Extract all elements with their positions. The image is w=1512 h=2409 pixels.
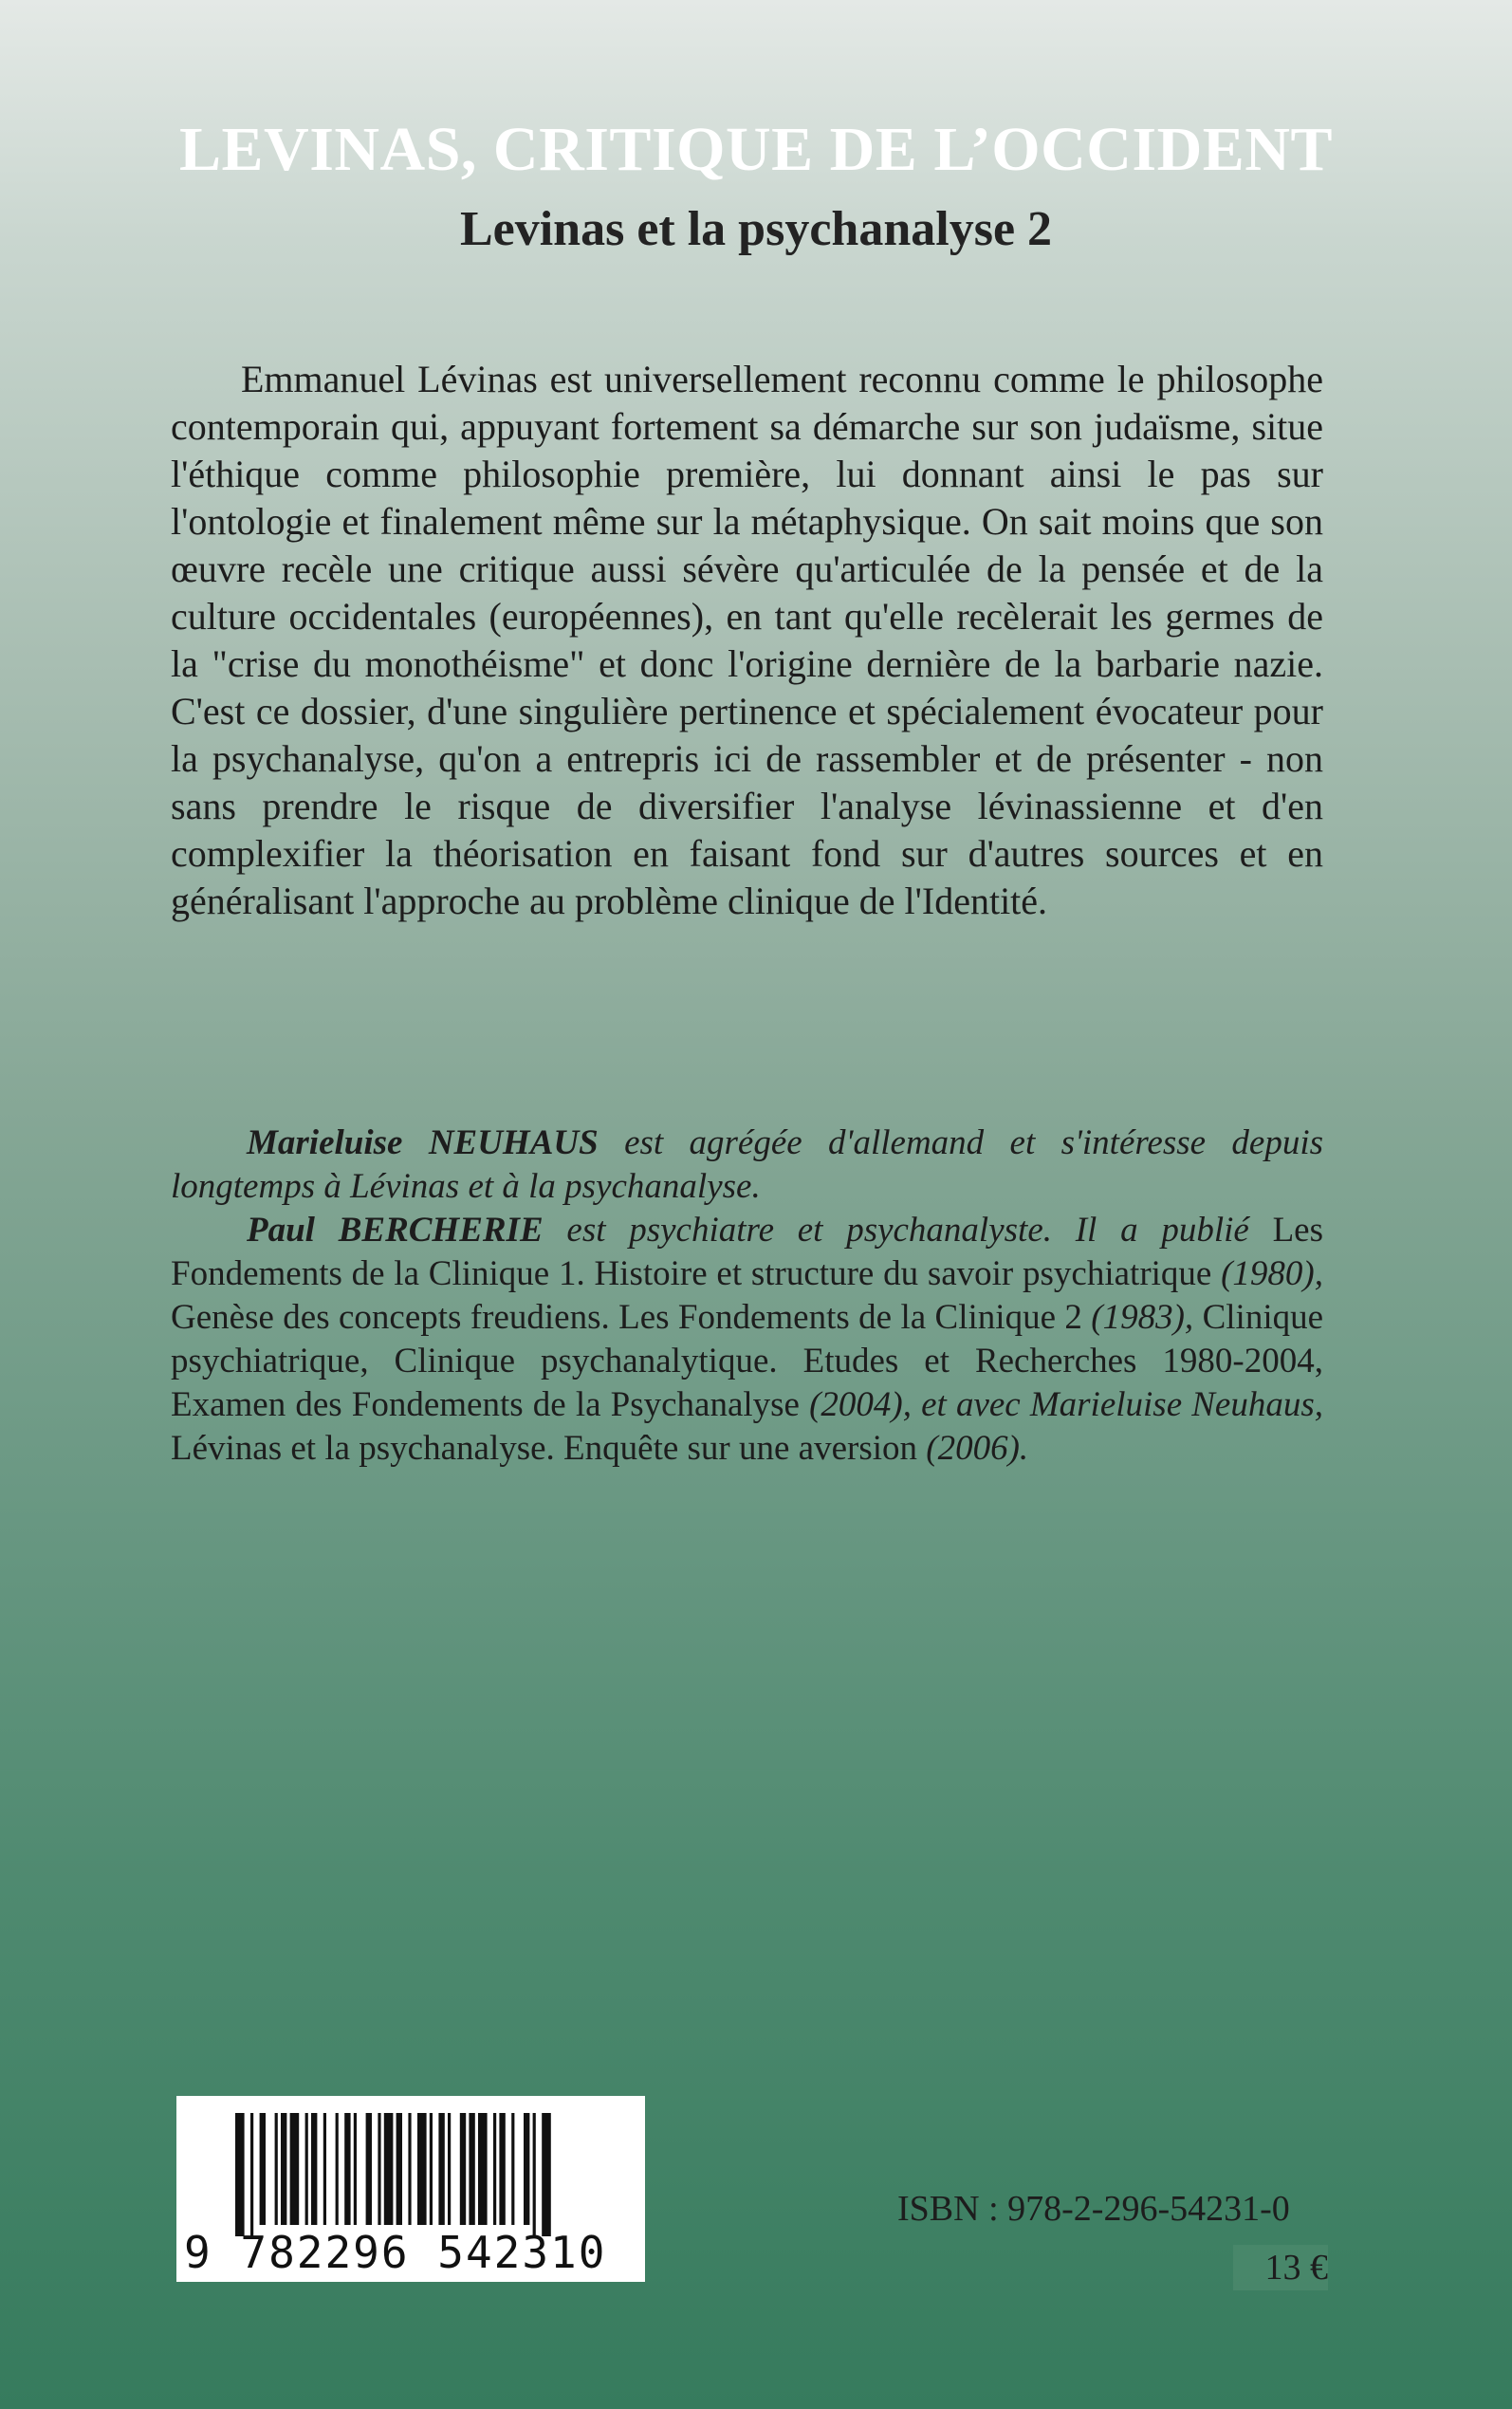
book-reference: Les Fondements de la Clinique 1. Histoire et structure du savoir psychiatrique [171,1211,1324,1293]
book-year: (2004), et avec Marieluise Neuhaus, [809,1385,1323,1424]
isbn: ISBN : 978-2-296-54231-0 [897,2189,1290,2229]
author-bio: est psychiatre et psychanalyste. Il a publié [566,1211,1249,1250]
book-title: LEVINAS, CRITIQUE DE L’OCCIDENT [178,115,1333,184]
book-reference: Lévinas et la psychanalyse. Enquête sur une aversion [171,1429,918,1468]
book-description: Emmanuel Lévinas est universellement reconnu comme le philosophe contemporain qui, appuyant fortement sa démarche sur son judaïsme, situe l'éthique comme philosophie première, lui donnant ainsi le pas sur l'ontologie et finalement même sur la métaphysique. On sait moins que son œuvre recèle une critique aussi sévère qu'articulée de la pensée et de la culture occidentales (européennes), en tant qu'elle recèlerait les germes de la "crise du monothéisme" et donc l'origine dernière de la barbarie nazie. C'est ce dossier, d'une singulière pertinence et spécialement évocateur pour la psychanalyse, qu'on a entrepris ici de rassembler et de présenter - non sans prendre le risque de diversifier l'analyse lévinassienne et d'en complexifier la théorisation en faisant fond sur d'autres sources et en généralisant l'approche au problème clinique de l'Identité. [171,358,1323,922]
barcode-digits: 9 782296 542310 [184,2227,607,2278]
author-notes [171,1121,1323,1471]
book-year: (1983), [1091,1298,1194,1337]
price: 13 € [1233,2245,1328,2290]
author-bio: est agrégée d'allemand et s'intéresse depuis longtemps à Lévinas et à la psychanalyse. [171,1123,1323,1206]
author-note-bercherie [171,1209,1323,1471]
book-year: (1980), [1221,1254,1324,1293]
book-year: (2006). [926,1429,1029,1468]
author-name: Marieluise NEUHAUS [247,1123,599,1162]
author-name: Paul BERCHERIE [247,1211,544,1250]
book-reference: Clinique psychiatrique, Clinique psychanalytique. Etudes et Recherches 1980-2004, Examen des Fondements de la Psychanalyse [171,1298,1324,1424]
book-subtitle: Levinas et la psychanalyse 2 [459,202,1053,256]
barcode [176,2096,645,2282]
author-note-neuhaus [171,1121,1323,1209]
book-reference: Genèse des concepts freudiens. Les Fondements de la Clinique 2 [171,1298,1082,1337]
